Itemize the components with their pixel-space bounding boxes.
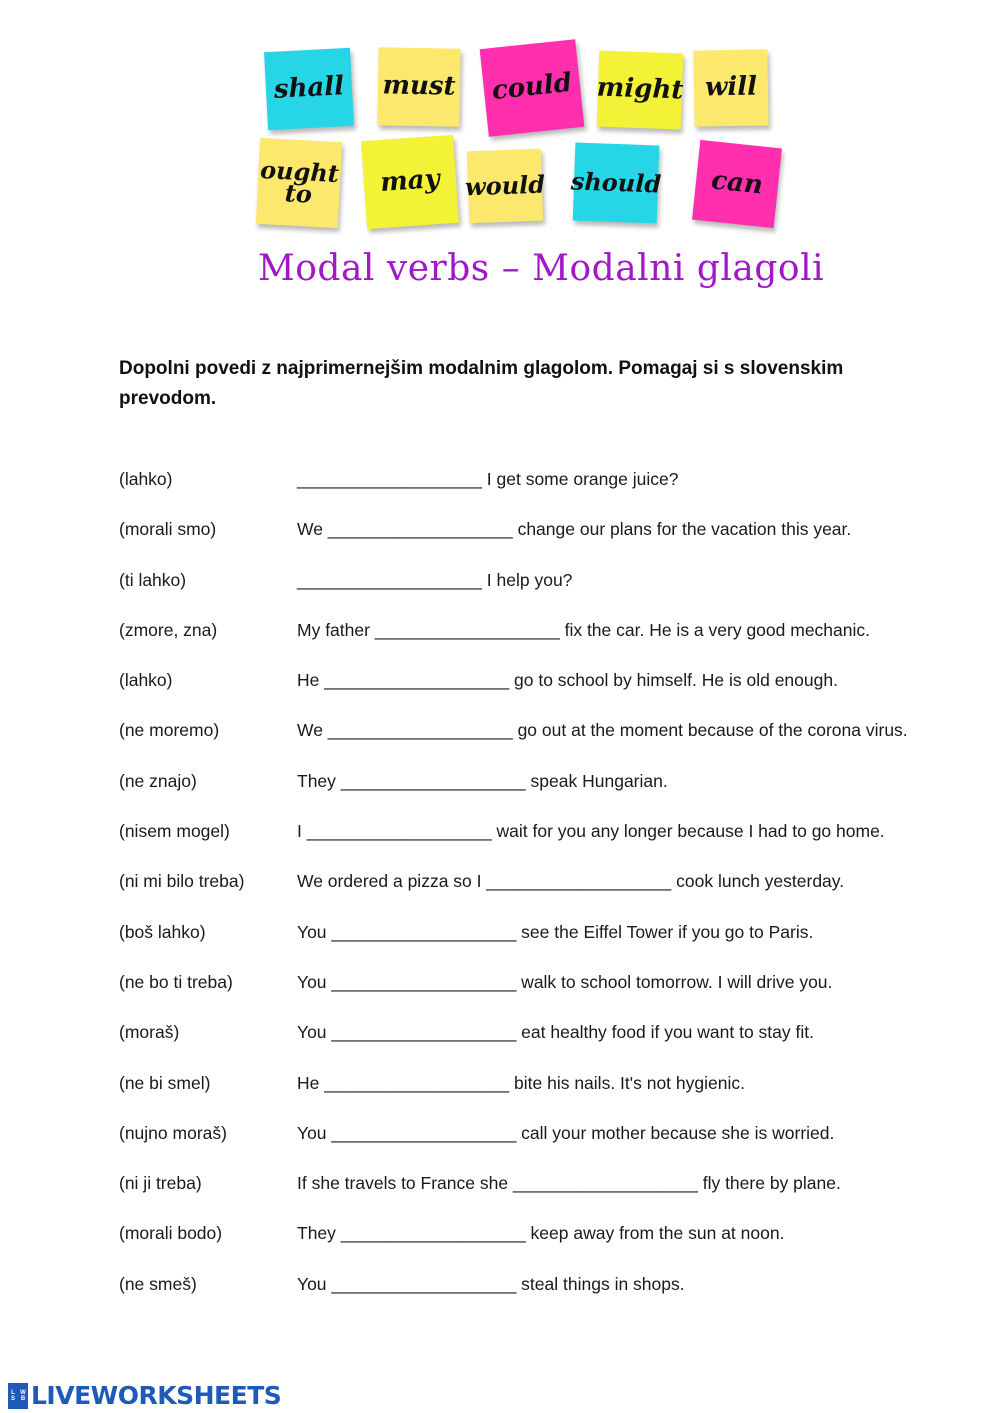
exercise-list bbox=[119, 469, 979, 1324]
hint-text: (morali bodo) bbox=[119, 1223, 223, 1244]
page-title: Modal verbs – Modalni glagoli bbox=[257, 248, 825, 289]
exercise-row bbox=[119, 469, 979, 519]
sentence-text[interactable]: We ___________________ go out at the moment because of the corona virus. bbox=[297, 720, 908, 741]
sentence-text[interactable]: You ___________________ eat healthy food if you want to stay fit. bbox=[297, 1022, 814, 1043]
sentence-text[interactable]: If she travels to France she ___________________ fly there by plane. bbox=[297, 1173, 841, 1194]
note-can: can bbox=[692, 140, 782, 228]
hint-text: (ne znajo) bbox=[119, 770, 197, 791]
hint-text: (ne bi smel) bbox=[119, 1072, 211, 1093]
exercise-row bbox=[119, 720, 979, 770]
sentence-text[interactable]: My father ___________________ fix the car. He is a very good mechanic. bbox=[297, 619, 871, 640]
sentence-text[interactable]: ___________________ I help you? bbox=[297, 569, 573, 590]
sentence-text[interactable]: You ___________________ call your mother because she is worried. bbox=[297, 1122, 835, 1143]
exercise-row bbox=[119, 620, 979, 670]
hint-text: (boš lahko) bbox=[119, 921, 206, 942]
hint-text: (ne moremo) bbox=[119, 720, 220, 741]
sentence-text[interactable]: We ___________________ change our plans for the vacation this year. bbox=[297, 519, 852, 540]
exercise-row bbox=[119, 1073, 979, 1123]
exercise-row bbox=[119, 1223, 979, 1273]
hint-text: (ne bo ti treba) bbox=[119, 971, 233, 992]
sentence-text[interactable]: We ordered a pizza so I ___________________ cook lunch yesterday. bbox=[297, 871, 845, 892]
exercise-row bbox=[119, 570, 979, 620]
exercise-row bbox=[119, 1173, 979, 1223]
exercise-row bbox=[119, 1022, 979, 1072]
note-could: could bbox=[480, 39, 585, 137]
sentence-text[interactable]: They ___________________ speak Hungarian. bbox=[297, 770, 668, 791]
note-ought-to: ought to bbox=[256, 138, 342, 228]
note-shall: shall bbox=[264, 48, 354, 130]
sentence-text[interactable]: I ___________________ wait for you any longer because I had to go home. bbox=[297, 821, 885, 842]
hint-text: (zmore, zna) bbox=[119, 619, 218, 640]
exercise-row bbox=[119, 519, 979, 569]
exercise-row bbox=[119, 771, 979, 821]
exercise-row bbox=[119, 821, 979, 871]
liveworksheets-badge-icon: L W S B bbox=[8, 1383, 28, 1409]
exercise-row bbox=[119, 1274, 979, 1324]
sentence-text[interactable]: They ___________________ keep away from the sun at noon. bbox=[297, 1223, 785, 1244]
sentence-text[interactable]: You ___________________ walk to school tomorrow. I will drive you. bbox=[297, 971, 833, 992]
instruction-text: Dopolni povedi z najprimernejšim modalnim glagolom. Pomagaj si s slovenskim prevodom. bbox=[119, 358, 844, 409]
sticky-notes-banner bbox=[0, 0, 1000, 240]
note-might: might bbox=[597, 51, 684, 130]
hint-text: (lahko) bbox=[119, 469, 173, 489]
brand-name: LIVEWORKSHEETS bbox=[31, 1381, 282, 1410]
hint-text: (moraš) bbox=[119, 1022, 180, 1043]
exercise-row bbox=[119, 972, 979, 1022]
exercise-row bbox=[119, 922, 979, 972]
sentence-text[interactable]: He ___________________ bite his nails. It's not hygienic. bbox=[297, 1072, 745, 1093]
note-would: would bbox=[467, 149, 543, 224]
hint-text: (nujno moraš) bbox=[119, 1122, 227, 1143]
sentence-text[interactable]: You ___________________ see the Eiffel Tower if you go to Paris. bbox=[297, 921, 814, 942]
sentence-text[interactable]: ___________________ I get some orange juice? bbox=[297, 469, 679, 489]
note-may: may bbox=[361, 135, 459, 229]
hint-text: (lahko) bbox=[119, 670, 173, 691]
exercise-row bbox=[119, 871, 979, 921]
footer-logo bbox=[8, 1381, 281, 1410]
sentence-text[interactable]: He ___________________ go to school by himself. He is old enough. bbox=[297, 670, 838, 691]
note-should: should bbox=[573, 143, 660, 224]
exercise-row bbox=[119, 1123, 979, 1173]
exercise-row bbox=[119, 670, 979, 720]
hint-text: (morali smo) bbox=[119, 519, 217, 540]
sentence-text[interactable]: You ___________________ steal things in shops. bbox=[297, 1273, 685, 1294]
hint-text: (ni ji treba) bbox=[119, 1173, 202, 1194]
hint-text: (ne smeš) bbox=[119, 1273, 197, 1294]
hint-text: (nisem mogel) bbox=[119, 821, 230, 842]
note-will: will bbox=[693, 49, 768, 126]
note-must: must bbox=[377, 47, 460, 126]
hint-text: (ni mi bilo treba) bbox=[119, 871, 245, 892]
hint-text: (ti lahko) bbox=[119, 569, 187, 590]
